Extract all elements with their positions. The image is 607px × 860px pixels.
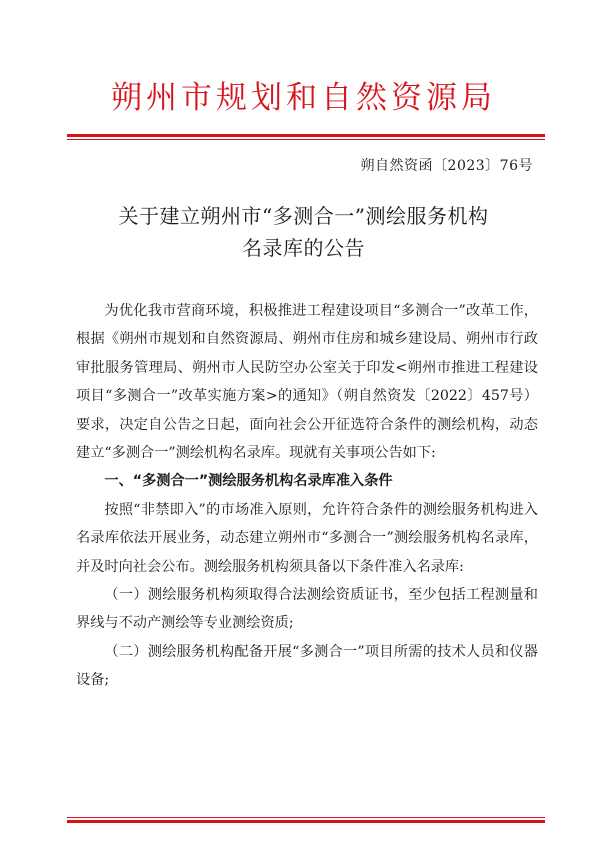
footer-red-rule-thin	[67, 817, 545, 818]
header-red-rule-thick	[67, 134, 545, 137]
document-number: 朔自然资函〔2023〕76号	[360, 158, 533, 174]
condition-2-paragraph: （二）测绘服务机构配备开展“多测合一”项目所需的技术人员和仪器设备;	[76, 643, 538, 689]
condition-1-paragraph: （一）测绘服务机构须取得合法测绘资质证书，至少包括工程测量和界线与不动产测绘等专业测绘资质;	[76, 587, 538, 632]
intro-paragraph: 为优化我市营商环境，积极推进工程建设项目“多测合一”改革工作，根据《朔州市规划和自然资源局、朔州市住房和城乡建设局、朔州市行政审批服务管理局、朔州市人民防空办公室关于印发<朔州市推进工程建设项目“多测合一”改革实施方案>的通知》（朔自然资发〔2022〕457号）要求，决定自公告之日起，面向社会公开征选符合条件的测绘机构，动态建立“多测合一”测绘机构名录库。现就有关事项公告如下:	[76, 303, 538, 462]
header-red-rule-thin	[67, 139, 545, 140]
document-title-line-1: 关于建立朔州市“多测合一”测绘服务机构	[118, 204, 489, 228]
section-1-paragraph: 按照“非禁即入”的市场准入原则，允许符合条件的测绘服务机构进入名录库依法开展业务，动态建立朔州市“多测合一”测绘服务机构名录库，并及时向社会公布。测绘服务机构须具备以下条件准入名录库:	[76, 501, 538, 575]
footer-red-rule-thick	[67, 820, 545, 823]
agency-masthead: 朔州市规划和自然资源局	[111, 80, 496, 116]
section-1-heading: 一、“多测合一”测绘服务机构名录库准入条件	[104, 473, 393, 490]
document-title-line-2: 名录库的公告	[242, 236, 365, 260]
document-body	[76, 297, 538, 695]
